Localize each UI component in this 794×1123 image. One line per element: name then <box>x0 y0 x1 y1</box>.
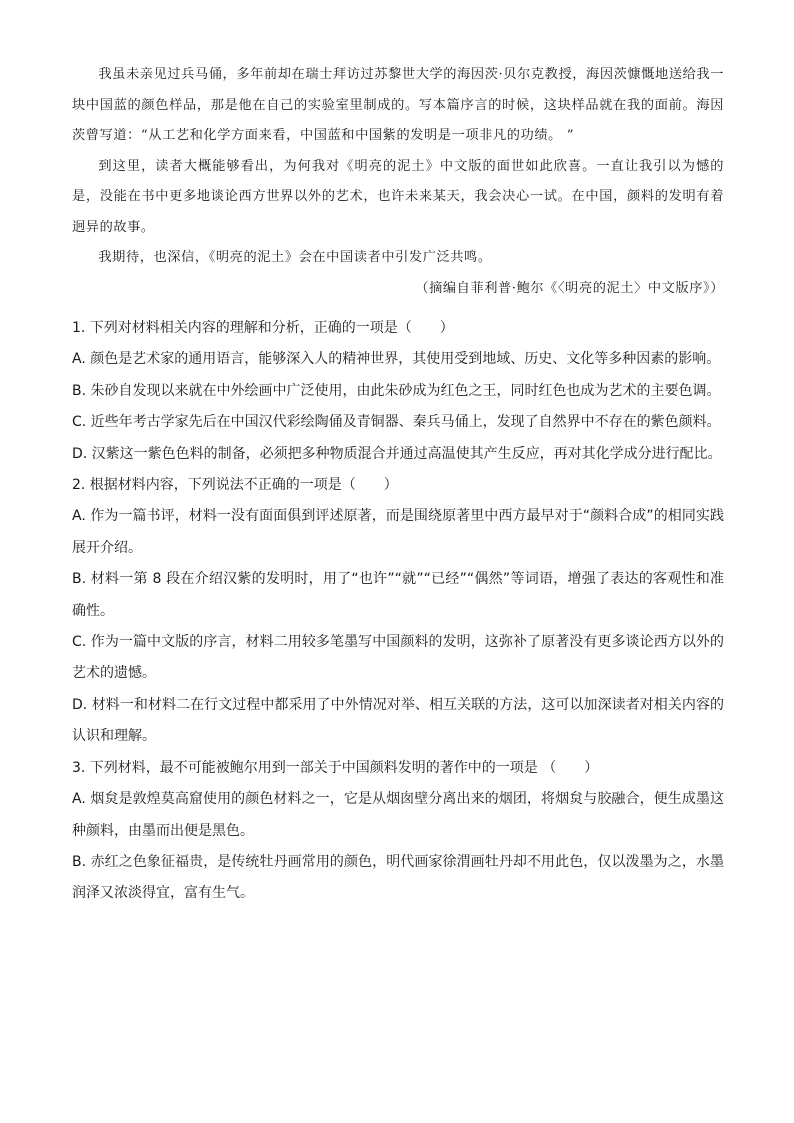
question-1 <box>72 313 724 470</box>
passage-paragraph: 到这里，读者大概能够看出，为何我对《明亮的泥土》中文版的面世如此欣喜。一直让我引以为憾的是，没能在书中更多地谈论西方世界以外的艺术，也许未来某天，我会决心一试。在中国，颜料的发明有着迥异的故事。 <box>72 158 724 235</box>
option-c: C. 作为一篇中文版的序言，材料二用较多笔墨写中国颜料的发明，这弥补了原著没有更多谈论西方以外的艺术的遗憾。 <box>72 634 724 682</box>
option-b: B. 赤红之色象征福贵，是传统牡丹画常用的颜色，明代画家徐渭画牡丹却不用此色，仅以泼墨为之，水墨润泽又浓淡得宜，富有生气。 <box>72 853 724 902</box>
option-c: C. 近些年考古学家先后在中国汉代彩绘陶俑及青铜器、秦兵马俑上，发现了自然界中不存在的紫色颜料。 <box>72 414 721 431</box>
reading-passage <box>72 60 724 304</box>
option-d: D. 材料一和材料二在行文过程中都采用了中外情况对举、相互关联的方法，这可以加深读者对相关内容的认识和理解。 <box>72 696 724 745</box>
option-b: B. 材料一第 8 段在介绍汉紫的发明时，用了“也许”“就”“已经”“偶然”等词语，增强了表达的客观性和准确性。 <box>72 571 724 619</box>
option-b: B. 朱砂自发现以来就在中外绘画中广泛使用，由此朱砂成为红色之王，同时红色也成为艺术的主要色调。 <box>72 382 721 399</box>
passage-attribution: （摘编自菲利普·鲍尔《〈明亮的泥土〉中文版序》） <box>415 280 724 296</box>
question-3 <box>72 753 724 910</box>
question-stem: 2. 根据材料内容，下列说法不正确的一项是（ ） <box>72 477 398 494</box>
option-a: A. 颜色是艺术家的通用语言，能够深入人的精神世界，其使用受到地域、历史、文化等多种因素的影响。 <box>72 351 721 368</box>
question-stem: 3. 下列材料，最不可能被鲍尔用到一部关于中国颜料发明的著作中的一项是 （ ） <box>72 759 599 776</box>
passage-paragraph: 我期待，也深信，《明亮的泥土》会在中国读者中引发广泛共鸣。 <box>98 250 492 265</box>
option-a: A. 烟炱是敦煌莫高窟使用的颜色材料之一，它是从烟囱壁分离出来的烟团，将烟炱与胶融合，便生成墨这种颜料，由墨而出便是黑色。 <box>72 791 724 839</box>
question-2 <box>72 470 724 753</box>
question-stem: 1. 下列对材料相关内容的理解和分析，正确的一项是（ ） <box>72 320 454 336</box>
question-list <box>72 313 724 910</box>
option-d: D. 汉紫这一紫色色料的制备，必须把多种物质混合并通过高温使其产生反应，再对其化学成分进行配比。 <box>72 445 722 462</box>
passage-paragraph: 我虽未亲见过兵马俑，多年前却在瑞士拜访过苏黎世大学的海因茨·贝尔克教授，海因茨慷慨地送给我一块中国蓝的颜色样品，那是他在自己的实验室里制成的。写本篇序言的时候，这块样品就在我的面前。海因茨曾写道：“从工艺和化学方面来看，中国蓝和中国紫的发明是一项非凡的功绩。 ” <box>72 67 724 143</box>
option-a: A. 作为一篇书评，材料一没有面面俱到评述原著，而是围绕原著里中西方最早对于“颜料合成”的相同实践展开介绍。 <box>72 508 724 556</box>
